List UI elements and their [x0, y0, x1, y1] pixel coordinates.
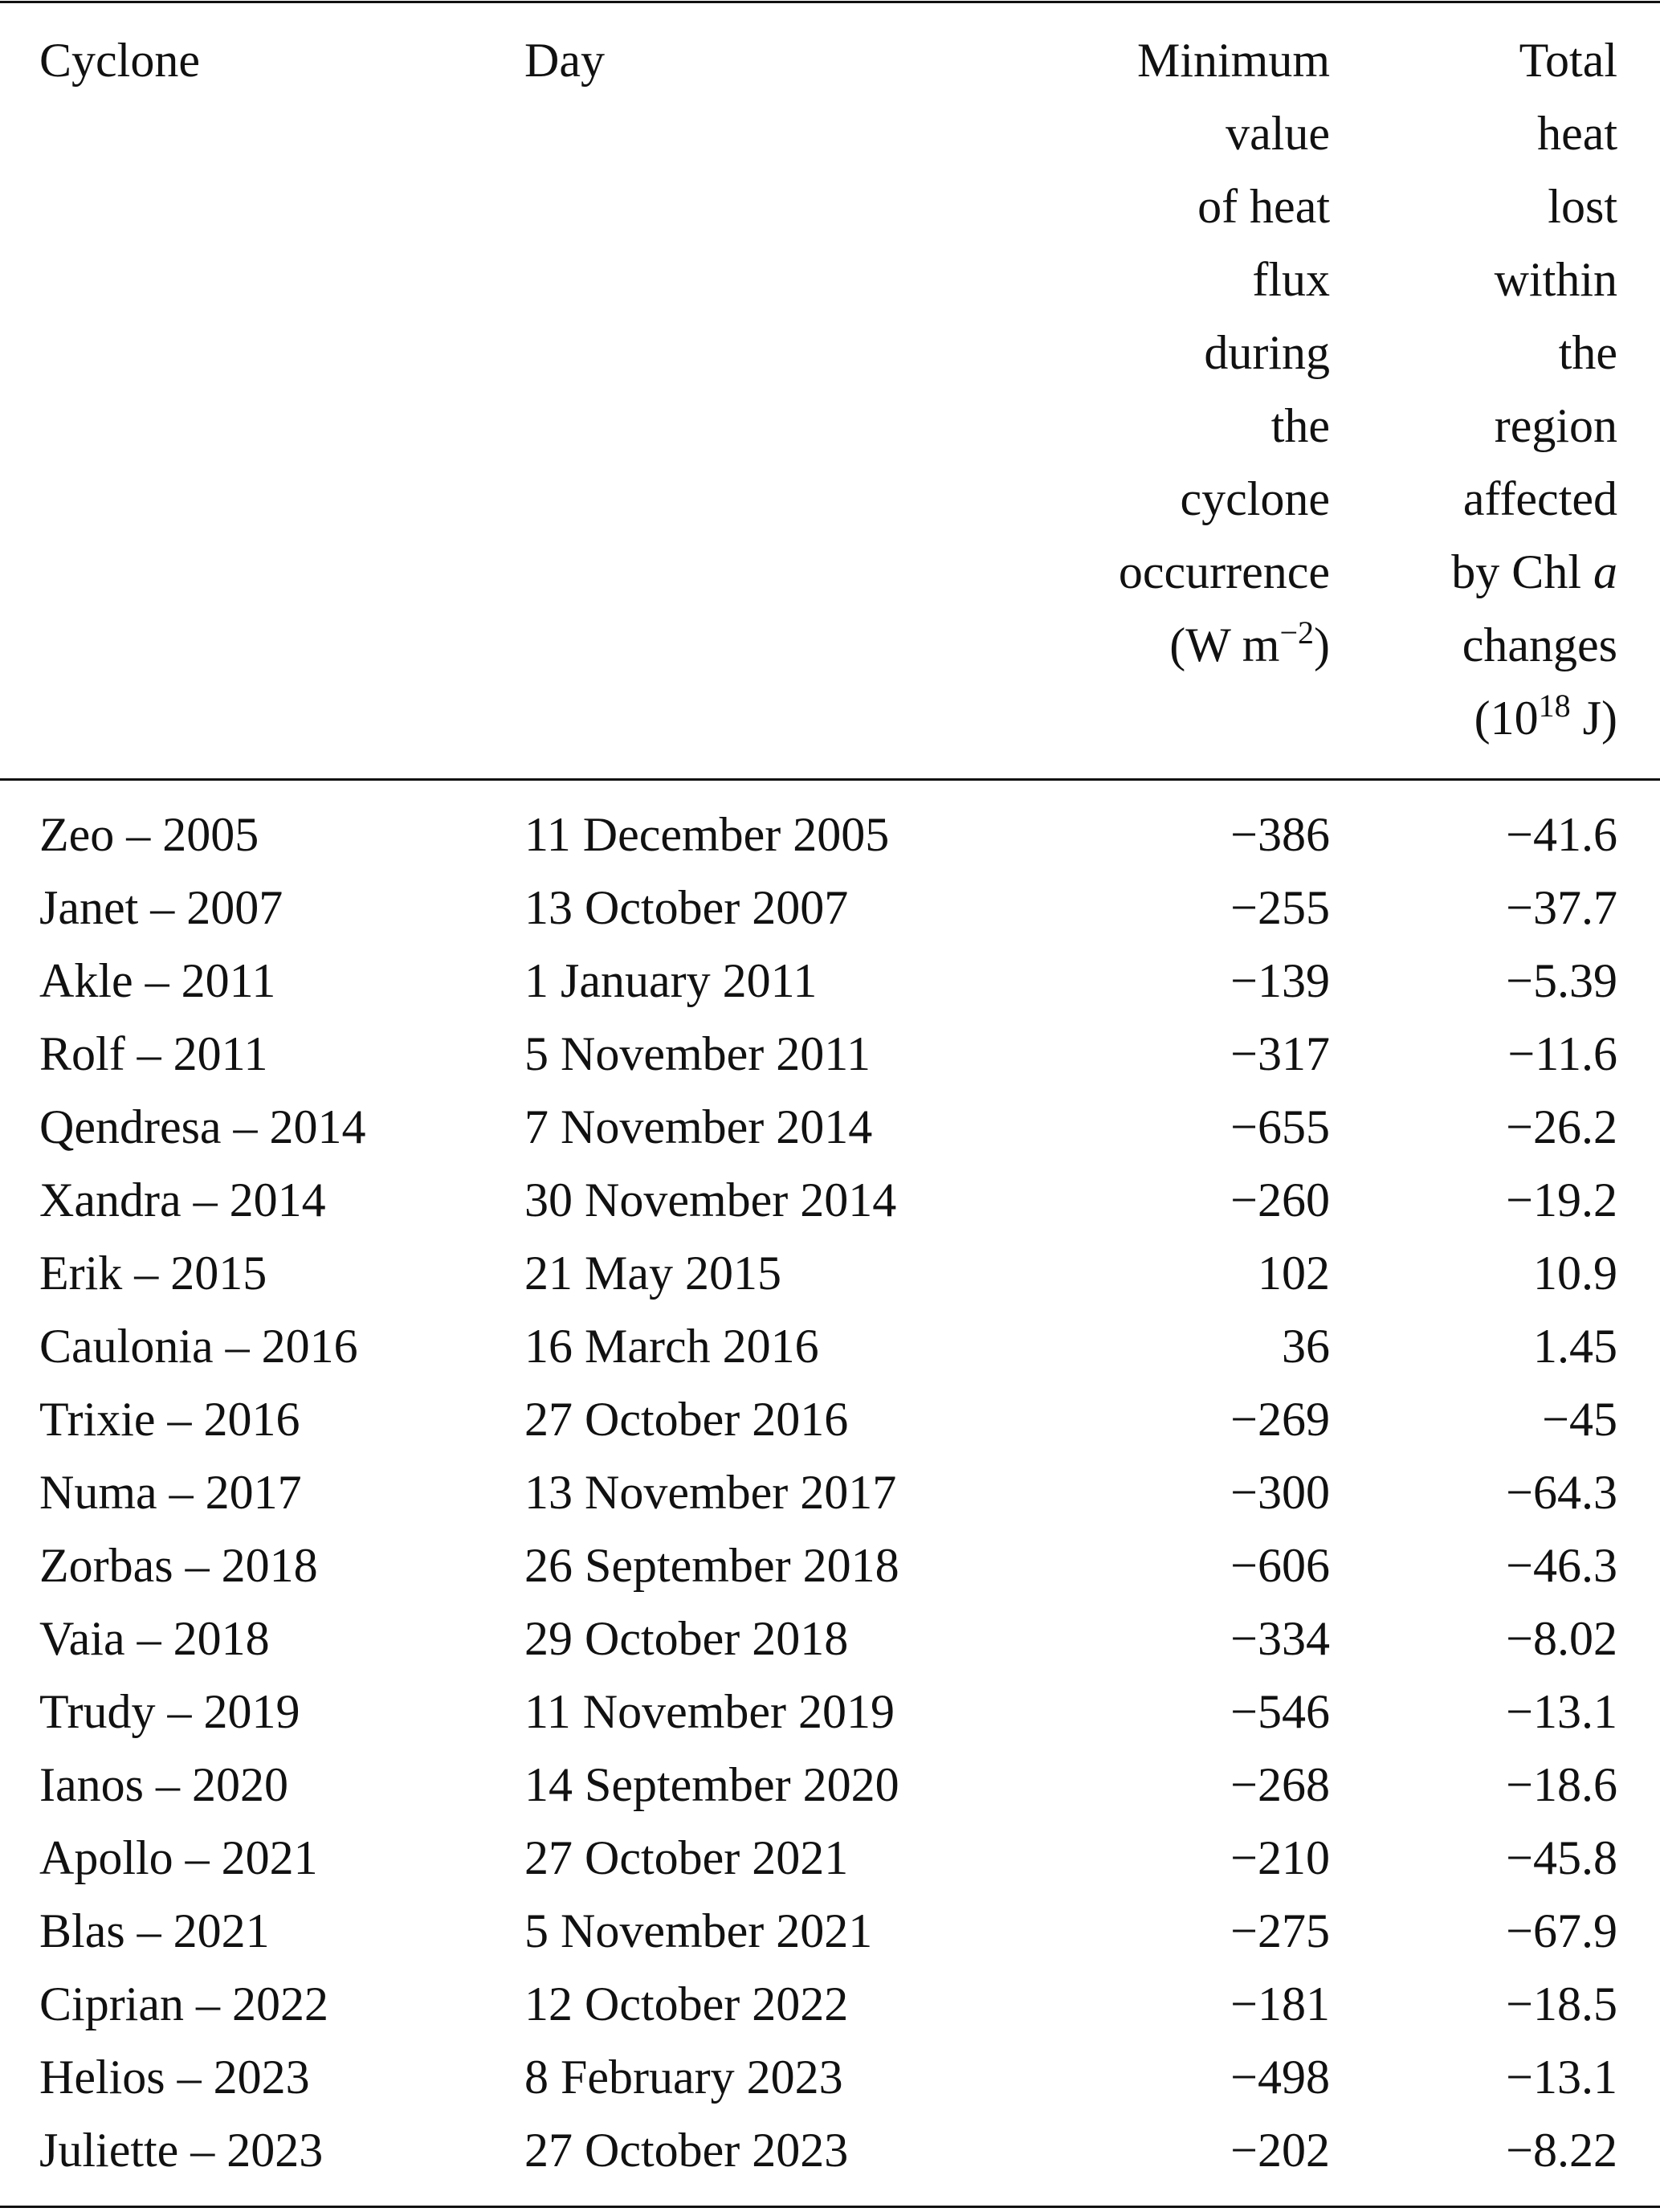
- cell-day: 11 November 2019: [524, 1685, 895, 1738]
- table-row: [0, 1310, 1660, 1383]
- cell-day: 1 January 2011: [524, 954, 818, 1007]
- table-row: [0, 1456, 1660, 1529]
- cell-cyclone: Zeo – 2005: [39, 808, 259, 861]
- bottom-rule: [0, 2206, 1660, 2208]
- cell-min-flux: −498: [1230, 2051, 1330, 2104]
- cell-min-flux: −275: [1230, 1904, 1330, 1957]
- cell-day: 14 September 2020: [524, 1758, 899, 1811]
- table-header: [0, 24, 1660, 763]
- cell-min-flux: −139: [1230, 954, 1330, 1007]
- header-min-flux-line: the: [1270, 399, 1330, 452]
- table-row: [0, 1675, 1660, 1749]
- cell-min-flux: −334: [1230, 1612, 1330, 1665]
- cell-cyclone: Trixie – 2016: [39, 1393, 300, 1446]
- cell-min-flux: −181: [1230, 1977, 1330, 2030]
- cell-min-flux: −317: [1230, 1027, 1330, 1080]
- header-min-flux-line: Minimum: [1136, 34, 1330, 87]
- header-total-heat-line: region: [1494, 399, 1617, 452]
- cell-day: 27 October 2016: [524, 1393, 849, 1446]
- header-total-heat-changes: changes: [1462, 618, 1617, 671]
- cell-day: 29 October 2018: [524, 1612, 849, 1665]
- header-total-heat: [1451, 24, 1617, 760]
- cell-total-heat: −18.6: [1506, 1758, 1617, 1811]
- cell-total-heat: −26.2: [1506, 1100, 1617, 1153]
- cell-total-heat: −8.22: [1506, 2124, 1617, 2177]
- cell-min-flux: 102: [1258, 1247, 1330, 1300]
- cell-total-heat: −11.6: [1507, 1027, 1617, 1080]
- cell-day: 26 September 2018: [524, 1539, 899, 1592]
- cell-total-heat: −45: [1542, 1393, 1617, 1446]
- cell-cyclone: Apollo – 2021: [39, 1831, 318, 1884]
- cell-total-heat: −18.5: [1506, 1977, 1617, 2030]
- cell-cyclone: Qendresa – 2014: [39, 1100, 366, 1153]
- table-row: [0, 1602, 1660, 1675]
- cell-min-flux: −260: [1230, 1173, 1330, 1226]
- cell-day: 27 October 2023: [524, 2124, 849, 2177]
- cell-cyclone: Vaia – 2018: [39, 1612, 270, 1665]
- cell-cyclone: Akle – 2011: [39, 954, 276, 1007]
- cell-cyclone: Janet – 2007: [39, 881, 283, 934]
- cell-total-heat: −67.9: [1506, 1904, 1617, 1957]
- cell-min-flux: −255: [1230, 881, 1330, 934]
- cell-min-flux: −268: [1230, 1758, 1330, 1811]
- header-cyclone: Cyclone: [39, 34, 200, 87]
- cell-cyclone: Rolf – 2011: [39, 1027, 268, 1080]
- header-total-heat-line: heat: [1537, 107, 1617, 160]
- header-min-flux: [1119, 24, 1330, 687]
- header-min-flux-line: flux: [1252, 253, 1330, 306]
- table-row: [0, 945, 1660, 1018]
- cell-cyclone: Erik – 2015: [39, 1247, 267, 1300]
- table-row: [0, 871, 1660, 945]
- cell-min-flux: 36: [1282, 1320, 1330, 1373]
- table-body: [0, 798, 1660, 2187]
- cell-cyclone: Ciprian – 2022: [39, 1977, 328, 2030]
- cell-cyclone: Numa – 2017: [39, 1466, 302, 1519]
- cell-day: 16 March 2016: [524, 1320, 819, 1373]
- cell-total-heat: −64.3: [1506, 1466, 1617, 1519]
- cell-total-heat: −19.2: [1506, 1173, 1617, 1226]
- table-row: [0, 1529, 1660, 1602]
- table-row: [0, 1822, 1660, 1895]
- cell-total-heat: −46.3: [1506, 1539, 1617, 1592]
- header-min-flux-line: of heat: [1197, 180, 1330, 233]
- cell-day: 21 May 2015: [524, 1247, 781, 1300]
- table-row: [0, 1237, 1660, 1310]
- cell-cyclone: Ianos – 2020: [39, 1758, 288, 1811]
- cell-min-flux: −655: [1230, 1100, 1330, 1153]
- table-row: [0, 1968, 1660, 2041]
- cell-day: 27 October 2021: [524, 1831, 849, 1884]
- cell-day: 8 February 2023: [524, 2051, 843, 2104]
- header-min-flux-line: occurrence: [1118, 545, 1330, 598]
- table-row: [0, 1895, 1660, 1968]
- table-row: [0, 1383, 1660, 1456]
- cell-min-flux: −546: [1230, 1685, 1330, 1738]
- cell-day: 11 December 2005: [524, 808, 890, 861]
- cell-day: 12 October 2022: [524, 1977, 849, 2030]
- cell-cyclone: Helios – 2023: [39, 2051, 310, 2104]
- cell-day: 5 November 2011: [524, 1027, 871, 1080]
- cell-total-heat: 1.45: [1533, 1320, 1617, 1373]
- table-row: [0, 1749, 1660, 1822]
- header-total-heat-unit: ($10^{18}$ J): [1474, 688, 1617, 745]
- cell-min-flux: −386: [1230, 808, 1330, 861]
- cell-cyclone: Trudy – 2019: [39, 1685, 300, 1738]
- cell-total-heat: −45.8: [1506, 1831, 1617, 1884]
- cell-cyclone: Xandra – 2014: [39, 1173, 326, 1226]
- cell-day: 7 November 2014: [524, 1100, 873, 1153]
- cell-min-flux: −269: [1230, 1393, 1330, 1446]
- cell-total-heat: −5.39: [1506, 954, 1617, 1007]
- cell-cyclone: Zorbas – 2018: [39, 1539, 318, 1592]
- header-min-flux-unit: (W $m^{-2}$): [1169, 614, 1330, 671]
- cell-day: 13 November 2017: [524, 1466, 897, 1519]
- header-min-flux-line: during: [1204, 326, 1330, 379]
- table-row: [0, 1164, 1660, 1237]
- header-total-heat-line: affected: [1462, 472, 1617, 525]
- cell-day: 30 November 2014: [524, 1173, 897, 1226]
- top-rule: [0, 1, 1660, 3]
- header-total-heat-line: Total: [1519, 34, 1617, 87]
- cell-total-heat: −13.1: [1506, 1685, 1617, 1738]
- cell-total-heat: −37.7: [1506, 881, 1617, 934]
- header-total-heat-line: the: [1558, 326, 1617, 379]
- header-total-heat-chl: by Chl a: [1451, 545, 1617, 598]
- header-min-flux-line: value: [1226, 107, 1330, 160]
- cell-total-heat: −41.6: [1506, 808, 1617, 861]
- cell-min-flux: −202: [1230, 2124, 1330, 2177]
- table-row: [0, 1018, 1660, 1091]
- cell-min-flux: −606: [1230, 1539, 1330, 1592]
- cell-day: 13 October 2007: [524, 881, 849, 934]
- mid-rule: [0, 778, 1660, 781]
- table-row: [0, 1091, 1660, 1164]
- table-row: [0, 2041, 1660, 2114]
- table-row: [0, 2114, 1660, 2187]
- cell-min-flux: −300: [1230, 1466, 1330, 1519]
- header-total-heat-line: lost: [1548, 180, 1617, 233]
- header-day: Day: [524, 34, 605, 87]
- cell-cyclone: Juliette – 2023: [39, 2124, 324, 2177]
- cell-total-heat: −8.02: [1506, 1612, 1617, 1665]
- header-min-flux-line: cyclone: [1180, 472, 1330, 525]
- cell-cyclone: Blas – 2021: [39, 1904, 270, 1957]
- cell-min-flux: −210: [1230, 1831, 1330, 1884]
- table-row: [0, 798, 1660, 871]
- cell-total-heat: 10.9: [1533, 1247, 1617, 1300]
- cell-day: 5 November 2021: [524, 1904, 873, 1957]
- cell-total-heat: −13.1: [1506, 2051, 1617, 2104]
- cell-cyclone: Caulonia – 2016: [39, 1320, 358, 1373]
- header-total-heat-line: within: [1494, 253, 1617, 306]
